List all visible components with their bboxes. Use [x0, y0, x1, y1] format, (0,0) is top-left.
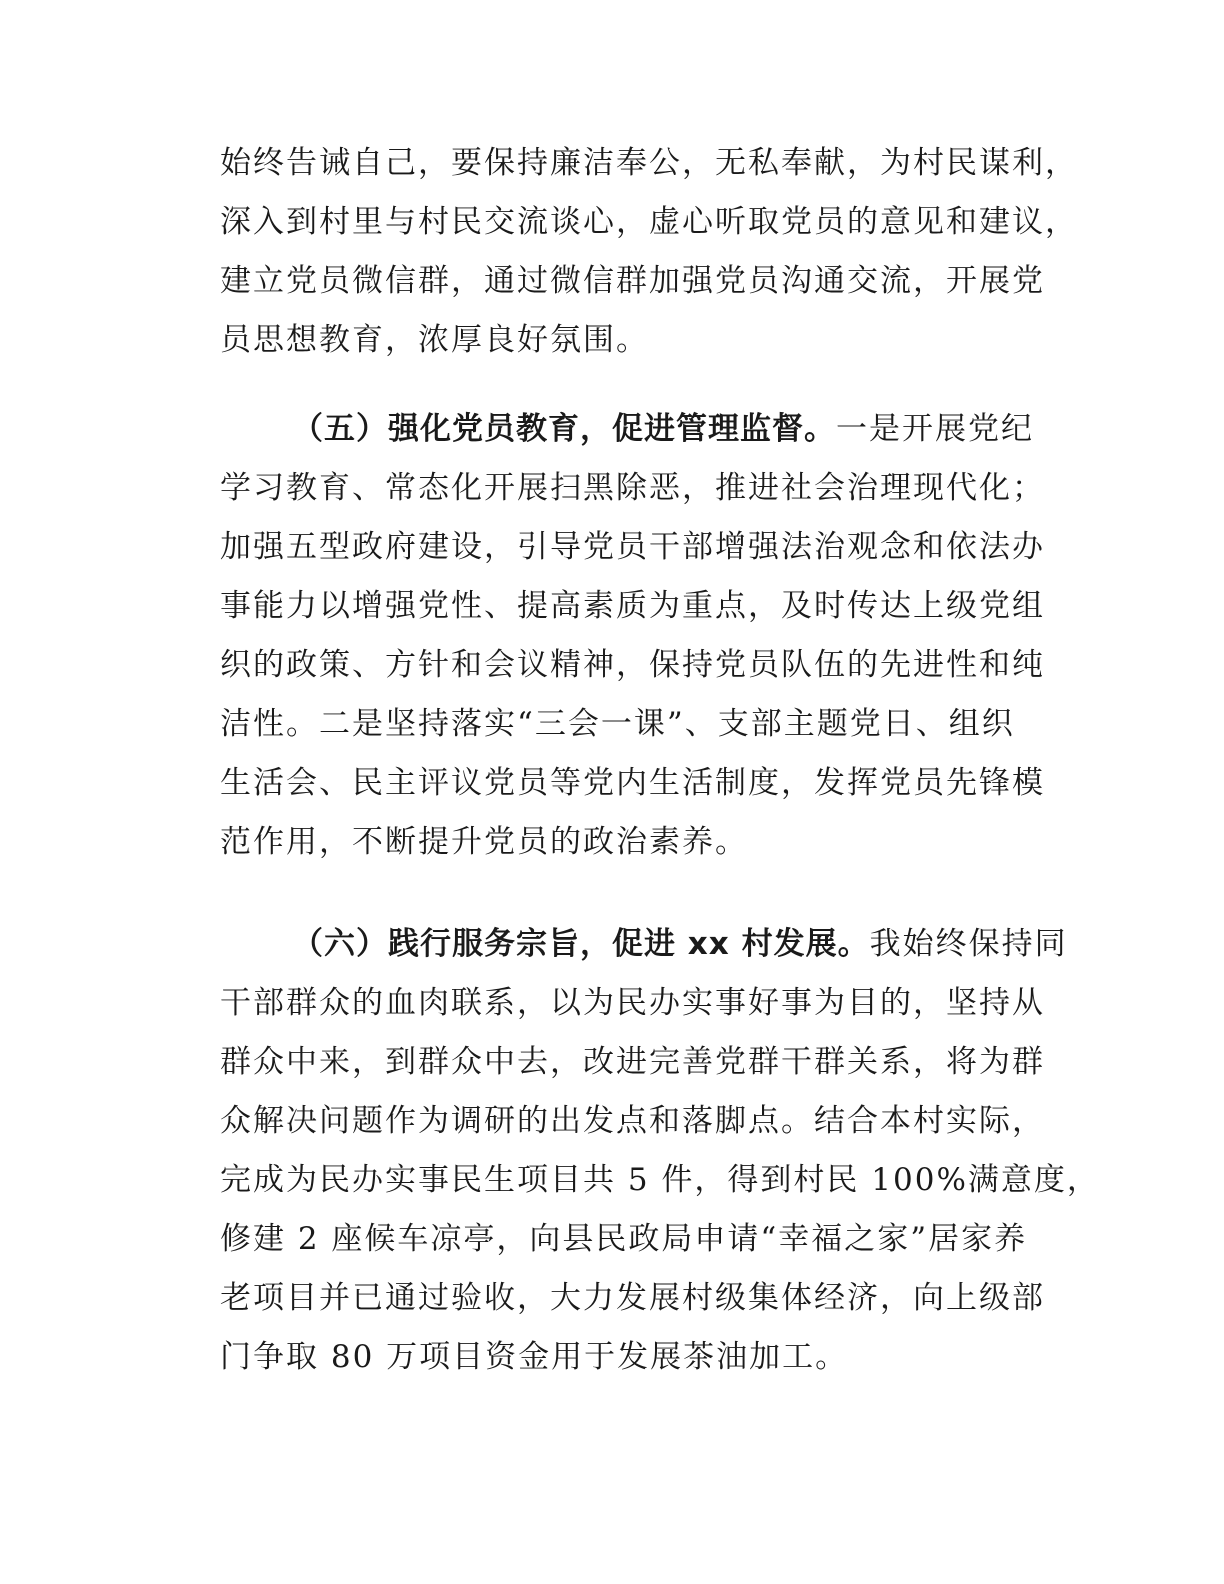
text-line: 老项目并已通过验收，大力发展村级集体经济，向上级部	[220, 1280, 1045, 1316]
text-line: 建立党员微信群，通过微信群加强党员沟通交流，开展党	[220, 263, 1045, 299]
text-line: 织的政策、方针和会议精神，保持党员队伍的先进性和纯	[220, 647, 1045, 683]
section-first-line-text: 我始终保持同	[869, 926, 1068, 962]
text-line: 众解决问题作为调研的出发点和落脚点。结合本村实际，	[220, 1103, 1045, 1139]
section-heading: （五）强化党员教育，促进管理监督。	[292, 411, 836, 447]
text-line: 洁性。二是坚持落实“三会一课”、支部主题党日、组织	[220, 706, 1015, 742]
paragraph-continuation	[220, 134, 1078, 370]
text-line: 完成为民办实事民生项目共 5 件，得到村民 100%满意度，	[220, 1162, 1100, 1198]
section-first-line	[220, 400, 1034, 459]
text-line: 员思想教育，浓厚良好氛围。	[220, 322, 649, 358]
text-line: 修建 2 座候车凉亭，向县民政局申请“幸福之家”居家养	[220, 1221, 1028, 1257]
paragraph-section-six	[220, 915, 1100, 1387]
text-line: 事能力以增强党性、提高素质为重点，及时传达上级党组	[220, 588, 1045, 624]
section-first-line	[220, 915, 1068, 974]
section-first-line-text: 一是开展党纪	[836, 411, 1034, 447]
text-line: 门争取 80 万项目资金用于发展茶油加工。	[220, 1339, 849, 1375]
text-line: 生活会、民主评议党员等党内生活制度，发挥党员先锋模	[220, 765, 1045, 801]
text-line: 深入到村里与村民交流谈心，虚心听取党员的意见和建议，	[220, 204, 1078, 240]
paragraph-section-five	[220, 400, 1045, 872]
text-line: 群众中来，到群众中去，改进完善党群干群关系，将为群	[220, 1044, 1045, 1080]
text-line: 学习教育、常态化开展扫黑除恶，推进社会治理现代化；	[220, 470, 1045, 506]
text-line: 范作用，不断提升党员的政治素养。	[220, 824, 748, 860]
text-line: 始终告诫自己，要保持廉洁奉公，无私奉献，为村民谋利，	[220, 145, 1078, 181]
section-heading: （六）践行服务宗旨，促进 xx 村发展。	[292, 926, 870, 962]
text-line: 加强五型政府建设，引导党员干部增强法治观念和依法办	[220, 529, 1045, 565]
text-line: 干部群众的血肉联系，以为民办实事好事为目的，坚持从	[220, 985, 1045, 1021]
